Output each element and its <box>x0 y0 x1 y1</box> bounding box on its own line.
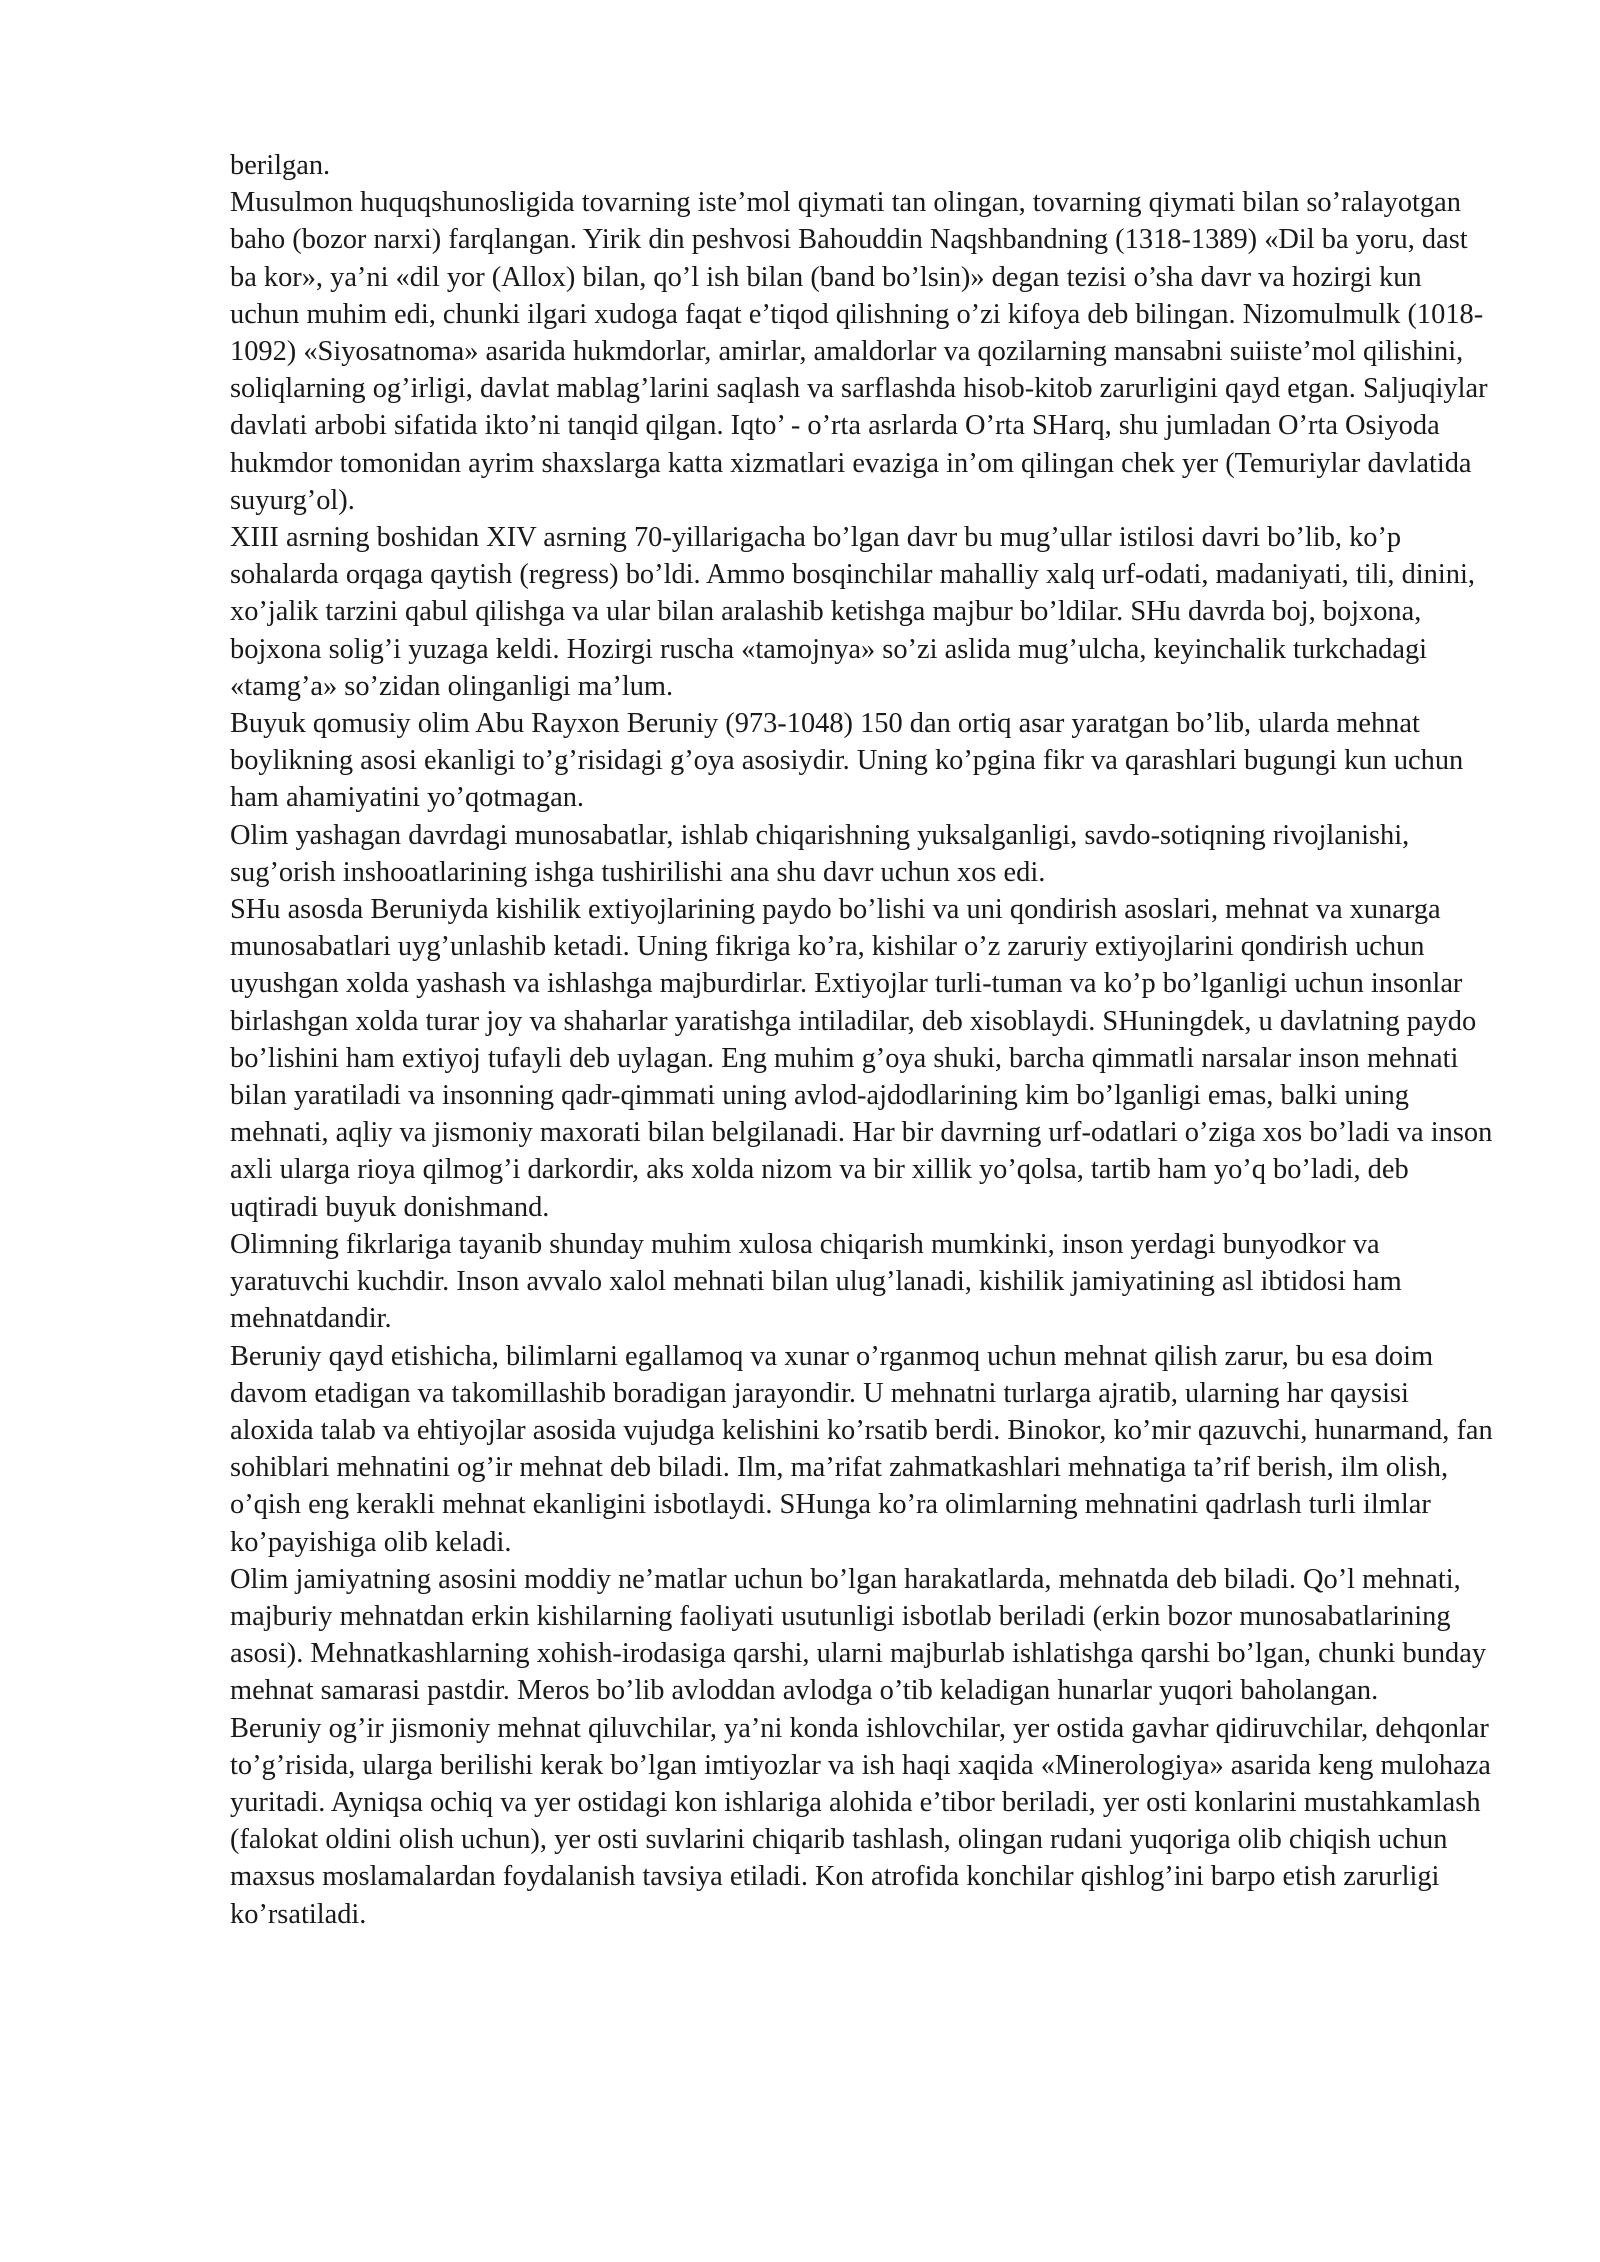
document-body <box>230 147 1496 1933</box>
paragraph: Olimning fikrlariga tayanib shunday muhim xulosa chiqarish mumkinki, inson yerdagi bunyodkor va yaratuvchi kuchdir. Inson avvalo xalol mehnati bilan ulug’lanadi, kishilik jamiyatining asl ibtidosi ham mehnatdandir. <box>230 1228 1402 1335</box>
paragraph: Beruniy og’ir jismoniy mehnat qiluvchilar, ya’ni konda ishlovchilar, yer ostida gavhar qidiruvchilar, dehqonlar to’g’risida, ularga berilishi kerak bo’lgan imtiyozlar va ish haqi xaqida «Minerologiya» asarida keng mulohaza yuritadi. Ayniqsa ochiq va yer ostidagi kon ishlariga alohida e’tibor beriladi, yer osti konlarini mustahkamlash (falokat oldini olish uchun), yer osti suvlarini chiqarib tashlash, olingan rudani yuqoriga olib chiqish uchun maxsus moslamalardan foydalanish tavsiya etiladi. Kon atrofida konchilar qishlog’ini barpo etish zarurligi ko’rsatiladi. <box>230 1712 1491 1930</box>
paragraph: Musulmon huquqshunosligida tovarning iste’mol qiymati tan olingan, tovarning qiymati bilan so’ralayotgan baho (bozor narxi) farqlangan. Yirik din peshvosi Bahouddin Naqshbandning (1318-1389) «Dil ba yoru, dast ba kor», ya’ni «dil yor (Allox) bilan, qo’l ish bilan (band bo’lsin)» degan tezisi o’sha davr va hozirgi kun uchun muhim edi, chunki ilgari xudoga faqat e’tiqod qilishning o’zi kifoya deb bilingan. Nizomulmulk (1018-1092) «Siyosatnoma» asarida hukmdorlar, amirlar, amaldorlar va qozilarning mansabni suiiste’mol qilishini, soliqlarning og’irligi, davlat mablag’larini saqlash va sarflashda hisob-kitob zarurligini qayd etgan. Saljuqiylar davlati arbobi sifatida ikto’ni tanqid qilgan. Iqto’ - o’rta asrlarda O’rta SHarq, shu jumladan O’rta Osiyoda hukmdor tomonidan ayrim shaxslarga katta xizmatlari evaziga in’om qilingan chek yer (Temuriylar davlatida suyurg’ol). <box>230 187 1488 516</box>
paragraph: Buyuk qomusiy olim Abu Rayxon Beruniy (973-1048) 150 dan ortiq asar yaratgan bo’lib, ularda mehnat boylikning asosi ekanligi to’g’risidagi g’oya asosiydir. Uning ko’pgina fikr va qarashlari bugungi kun uchun ham ahamiyatini yo’qotmagan. <box>230 708 1464 814</box>
paragraph: Olim yashagan davrdagi munosabatlar, ishlab chiqarishning yuksalganligi, savdo-sotiqning rivojlanishi, sug’orish inshooatlarining ishga tushirilishi ana shu davr uchun xos edi. <box>230 819 1410 888</box>
paragraph: SHu asosda Beruniyda kishilik extiyojlarining paydo bo’lishi va uni qondirish asoslari, mehnat va xunarga munosabatlari uyg’unlashib ketadi. Uning fikriga ko’ra, kishilar o’z zaruriy extiyojlarini qondirish uchun uyushgan xolda yashash va ishlashga majburdirlar. Extiyojlar turli-tuman va ko’p bo’lganligi uchun insonlar birlashgan xolda turar joy va shaharlar yaratishga intiladilar, deb xisoblaydi. SHuningdek, u davlatning paydo bo’lishini ham extiyoj tufayli deb uylagan. Eng muhim g’oya shuki, barcha qimmatli narsalar inson mehnati bilan yaratiladi va insonning qadr-qimmati uning avlod-ajdodlarining kim bo’lganligi emas, balki uning mehnati, aqliy va jismoniy maxorati bilan belgilanadi. Har bir davrning urf-odatlari o’ziga xos bo’ladi va inson axli ularga rioya qilmog’i darkordir, aks xolda nizom va bir xillik yo’qolsa, tartib ham yo’q bo’ladi, deb uqtiradi buyuk donishmand. <box>230 894 1493 1223</box>
paragraph: Olim jamiyatning asosini moddiy ne’matlar uchun bo’lgan harakatlarda, mehnatda deb biladi. Qo’l mehnati, majburiy mehnatdan erkin kishilarning faoliyati usutunligi isbotlab beriladi (erkin bozor munosabatlarining asosi). Mehnatkashlarning xohish-irodasiga qarshi, ularni majburlab ishlatishga qarshi bo’lgan, chunki bunday mehnat samarasi pastdir. Meros bo’lib avloddan avlodga o’tib keladigan hunarlar yuqori baholangan. <box>230 1563 1487 1707</box>
paragraph: berilgan. <box>230 150 331 181</box>
paragraph: Beruniy qayd etishicha, bilimlarni egallamoq va xunar o’rganmoq uchun mehnat qilish zarur, bu esa doim davom etadigan va takomillashib boradigan jarayondir. U mehnatni turlarga ajratib, ularning har qaysisi aloxida talab va ehtiyojlar asosida vujudga kelishini ko’rsatib berdi. Binokor, ko’mir qazuvchi, hunarmand, fan sohiblari mehnatini og’ir mehnat deb biladi. Ilm, ma’rifat zahmatkashlari mehnatiga ta’rif berish, ilm olish, o’qish eng kerakli mehnat ekanligini isbotlaydi. SHunga ko’ra olimlarning mehnatini qadrlash turli ilmlar ko’payishiga olib keladi. <box>230 1340 1493 1558</box>
paragraph: XIII asrning boshidan XIV asrning 70-yillarigacha bo’lgan davr bu mug’ullar istilosi davri bo’lib, ko’p sohalarda orqaga qaytish (regress) bo’ldi. Ammo bosqinchilar mahalliy xalq urf-odati, madaniyati, tili, dinini, xo’jalik tarzini qabul qilishga va ular bilan aralashib ketishga majbur bo’ldilar. SHu davrda boj, bojxona, bojxona solig’i yuzaga keldi. Hozirgi ruscha «tamojnya» so’zi aslida mug’ulcha, keyinchalik turkchadagi «tamg’a» so’zidan olinganligi ma’lum. <box>230 522 1475 702</box>
